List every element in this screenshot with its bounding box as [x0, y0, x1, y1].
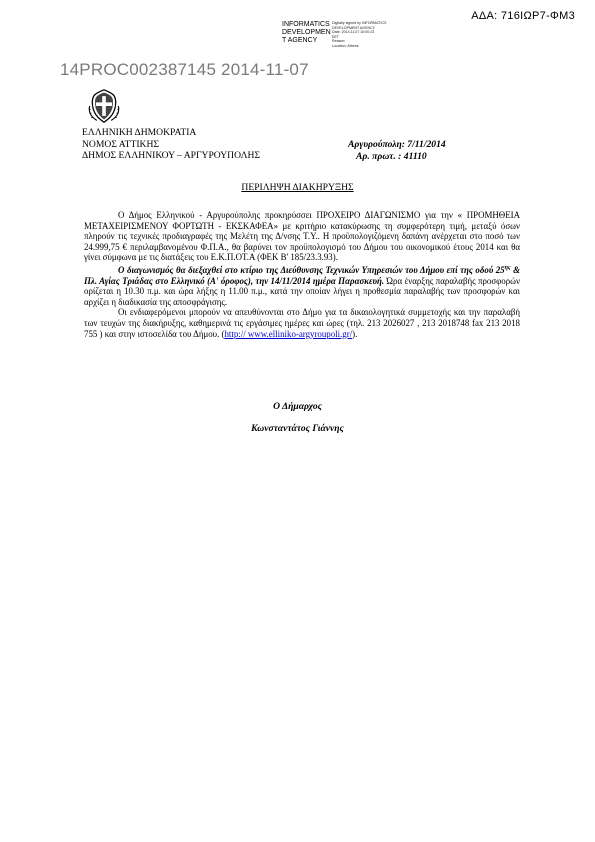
signature-meta-line: Reason:	[332, 39, 346, 44]
venue-bold: Ο διαγωνισμός θα διεξαχθεί στο κτίριο της Διεύθυνσης Τεχνικών Υπηρεσιών του Δήμου επί της οδού 25	[118, 264, 505, 275]
issuer-header	[82, 127, 260, 162]
municipality-website-link[interactable]: http:// www.elliniko-argyroupoli.gr/	[224, 328, 353, 339]
document-date: Αργυρούπολη: 7/11/2014	[348, 139, 446, 150]
signature-org-line: T AGENCY	[282, 37, 318, 44]
signature-meta-line: Location: Athens	[332, 43, 359, 48]
venue-bold-rest: & Πλ. Αγίας Τριάδας στο Ελληνικό (Α' όροφος), την 14/11/2014 ημέρα Παρασκευή.	[84, 264, 521, 286]
header-line: ΔΗΜΟΣ ΕΛΛΗΝΙΚΟΥ – ΑΡΓΥΡΟΥΠΟΛΗΣ	[82, 150, 261, 161]
signature-meta-line: EET	[332, 34, 339, 39]
document-title	[0, 182, 595, 193]
paragraph-contact	[84, 307, 520, 339]
contact-end: ).	[352, 328, 358, 339]
signature-meta-line: DEVELOPMENT AGENCY	[332, 25, 376, 30]
signoff-name: Κωνσταντάτος Γιάννης	[251, 423, 344, 434]
greek-coat-of-arms-icon	[86, 88, 122, 124]
signature-org-line: INFORMATICS	[282, 21, 330, 28]
contact-text: Οι ενδιαφερόμενοι μπορούν να απευθύνονται στο Δήμο για τα δικαιολογητικά συμμετοχής και την παραλαβή των τευχών της διακήρυξης, καθημερινά τις εργάσιμες ημέρες και ώρες (τηλ. 213 2026027 , 213 2018748 fax 213 2018 755 ) και στην ιστοσελίδα του Δήμου. (	[84, 307, 520, 339]
proc-id: 14PROC002387145 2014-11-07	[60, 60, 309, 79]
signoff-role: Ο Δήμαρχος	[273, 401, 322, 412]
paragraph-venue	[84, 263, 520, 307]
venue-ordinal: ης	[504, 264, 511, 271]
ada-code: ΑΔΑ: 716ΙΩΡ7-ΦΜ3	[471, 10, 575, 22]
venue-times: Ώρα έναρξης παραλαβής προσφορών ορίζεται η 10.30 π.μ. και ώρα λήξης η 11.00 π.μ., κατά την οποίαν λήγει η προθεσμία παραλαβής των προσφορών και αρχίζει η διαδικασία της αποσφράγισης.	[84, 275, 520, 307]
signature-org-line: DEVELOPMEN	[282, 29, 331, 36]
signature-meta-line: Digitally signed by INFORMATICS	[332, 21, 387, 25]
signature-meta-line: Date: 2014.11.07 10:00:23	[332, 30, 375, 35]
document-title-text: ΠΕΡΙΛΗΨΗ ΔΙΑΚΗΡΥΞΗΣ	[241, 182, 354, 193]
paragraph-tender: Ο Δήμος Ελληνικού - Αργυρούπολης προκηρύσσει ΠΡΟΧΕΙΡΟ ΔΙΑΓΩΝΙΣΜΟ για την « ΠΡΟΜΗΘΕΙΑ ΜΕΤΑΧΕΙΡΙΣΜΕΝΟΥ ΦΟΡΤΩΤΗ - ΕΚΣΚΑΦΕΑ» με κριτήριο κατακύρωσης τη συμφερότερη τιμή, μεταξύ όσων πληρούν τις τεχνικές προδιαγραφές της Μελέτη της Δ/νσης Τ.Υ.. Η προϋπολογιζόμενη δαπάνη ανέρχεται στο ποσό των 24.999,75 € περιλαμβανομένου Φ.Π.Α., θα βαρύνει τον προϋπολογισμό του Δήμου του οικονομικού έτους 2014 και θα γίνει σύμφωνα με τις διατάξεις του Ε.Κ.Π.ΟΤ.Α (ΦΕΚ Β' 185/23.3.93).	[84, 210, 520, 263]
header-line: ΕΛΛΗΝΙΚΗ ΔΗΜΟΚΡΑΤΙΑ	[82, 127, 197, 138]
protocol-number: Αρ. πρωτ. : 41110	[356, 151, 427, 162]
digital-signature-stamp	[282, 21, 402, 59]
header-line: ΝΟΜΟΣ ΑΤΤΙΚΗΣ	[82, 138, 159, 150]
document-body	[84, 210, 520, 339]
